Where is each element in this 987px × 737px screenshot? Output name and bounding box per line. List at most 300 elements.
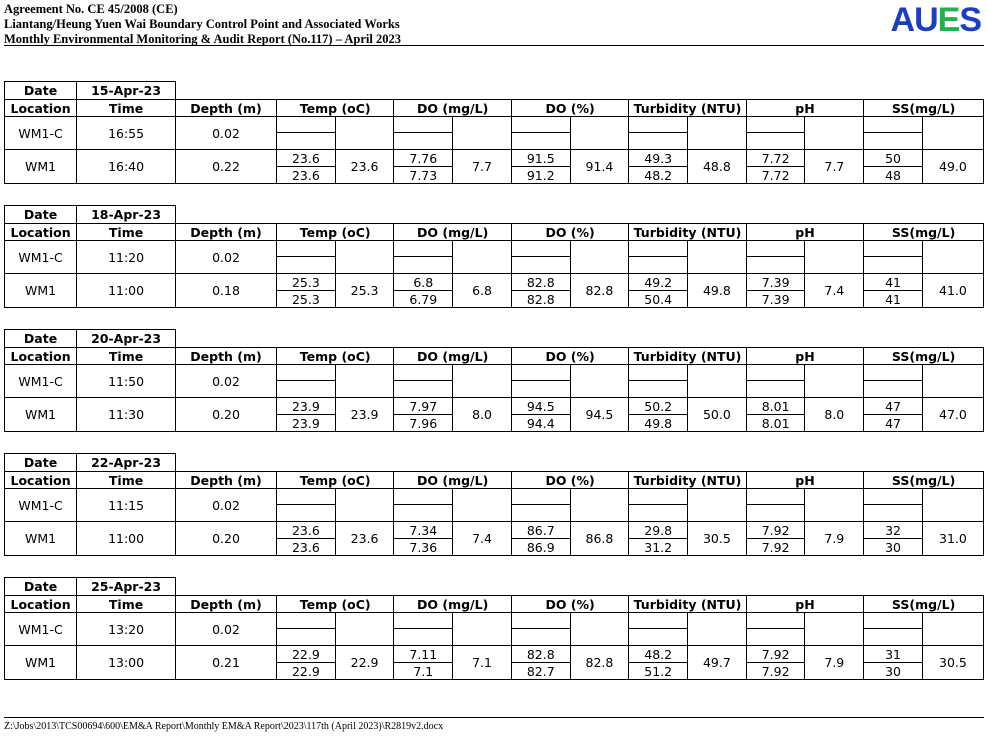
- temp-average: [335, 241, 394, 274]
- col-depth: Depth (m): [176, 348, 277, 365]
- date-row-spacer: [176, 82, 984, 100]
- do-mgl-readings-reading-2: 7.96: [409, 415, 438, 431]
- do-pct-readings-reading-1: 94.5: [512, 398, 570, 415]
- do-pct-readings: [511, 117, 570, 150]
- logo-part-s: S: [959, 1, 981, 39]
- temp-readings-reading-2: 25.3: [291, 291, 320, 307]
- project-title: Liantang/Heung Yuen Wai Boundary Control Point and Associated Works: [4, 17, 400, 31]
- table-row: [5, 117, 984, 150]
- station-location: WM1: [5, 274, 77, 308]
- do-pct-average: [570, 365, 629, 398]
- temp-average: 23.6: [335, 150, 394, 184]
- do-mgl-readings: [394, 398, 453, 432]
- table-row: [5, 241, 984, 274]
- do-pct-readings: [511, 489, 570, 522]
- temp-readings-reading-2: 23.6: [291, 167, 320, 183]
- station-location: WM1: [5, 522, 77, 556]
- do-mgl-average: [453, 613, 512, 646]
- ss-average: 47.0: [922, 398, 983, 432]
- date-label: Date: [5, 206, 77, 224]
- col-ph: pH: [746, 224, 863, 241]
- col-turbidity: Turbidity (NTU): [629, 472, 746, 489]
- temp-readings-reading-2: 22.9: [291, 663, 320, 679]
- ss-readings-reading-1: 47: [864, 398, 922, 415]
- do-mgl-average: [453, 241, 512, 274]
- monitoring-table: [4, 453, 984, 556]
- temp-readings-reading-1: 22.9: [277, 646, 335, 663]
- ph-readings: [746, 522, 805, 556]
- col-ss: SS(mg/L): [864, 596, 984, 613]
- ph-readings: [746, 365, 805, 398]
- date-row-spacer: [176, 330, 984, 348]
- turbidity-readings-reading-1: 49.3: [629, 150, 687, 167]
- col-ss: SS(mg/L): [864, 472, 984, 489]
- sample-time: 11:30: [77, 398, 176, 432]
- station-location: WM1: [5, 646, 77, 680]
- date-row: [5, 454, 984, 472]
- document-header: [4, 2, 401, 47]
- do-pct-readings: [511, 613, 570, 646]
- do-mgl-readings-reading-1: 7.11: [394, 646, 452, 663]
- do-mgl-average: 6.8: [453, 274, 512, 308]
- turbidity-readings-reading-1: 48.2: [629, 646, 687, 663]
- station-location: WM1-C: [5, 489, 77, 522]
- col-do-pct: DO (%): [511, 596, 628, 613]
- do-pct-readings-reading-2: 91.2: [526, 167, 555, 183]
- ph-readings-reading-1: 7.39: [747, 274, 805, 291]
- ph-average: 7.9: [805, 522, 864, 556]
- ss-readings: [864, 613, 923, 646]
- turbidity-average: [688, 117, 747, 150]
- col-temp: Temp (oC): [277, 348, 394, 365]
- do-mgl-readings-reading-2: 7.36: [409, 539, 438, 555]
- table-row: [5, 274, 984, 308]
- do-mgl-average: [453, 489, 512, 522]
- do-mgl-average: 7.4: [453, 522, 512, 556]
- col-do-mgl: DO (mg/L): [394, 224, 511, 241]
- ss-average: 31.0: [922, 522, 983, 556]
- do-mgl-readings-reading-2: 6.79: [409, 291, 438, 307]
- temp-average: [335, 117, 394, 150]
- ph-readings: [746, 613, 805, 646]
- ss-readings: [864, 489, 923, 522]
- turbidity-readings-reading-2: 51.2: [644, 663, 673, 679]
- ss-readings: [864, 150, 923, 184]
- sample-time: 16:55: [77, 117, 176, 150]
- ss-readings-reading-2: 48: [885, 167, 901, 183]
- monitoring-table: [4, 205, 984, 308]
- do-mgl-readings: [394, 274, 453, 308]
- do-mgl-readings: [394, 646, 453, 680]
- col-do-pct: DO (%): [511, 472, 628, 489]
- turbidity-readings-reading-2: 31.2: [644, 539, 673, 555]
- date-value: 22-Apr-23: [77, 454, 176, 472]
- date-value: 18-Apr-23: [77, 206, 176, 224]
- col-time: Time: [77, 596, 176, 613]
- turbidity-readings: [629, 241, 688, 274]
- col-temp: Temp (oC): [277, 596, 394, 613]
- footer-rule: [4, 717, 984, 718]
- table-row: [5, 646, 984, 680]
- station-location: WM1: [5, 398, 77, 432]
- turbidity-readings-reading-2: 50.4: [644, 291, 673, 307]
- turbidity-readings: [629, 150, 688, 184]
- turbidity-average: 49.7: [688, 646, 747, 680]
- do-pct-readings-reading-2: 86.9: [526, 539, 555, 555]
- sample-depth: 0.02: [176, 613, 277, 646]
- turbidity-average: 49.8: [688, 274, 747, 308]
- logo-part-au: AU: [890, 1, 938, 39]
- ph-readings-reading-1: 8.01: [747, 398, 805, 415]
- col-ph: pH: [746, 100, 863, 117]
- turbidity-readings: [629, 646, 688, 680]
- date-row: [5, 330, 984, 348]
- ph-readings-reading-2: 7.72: [761, 167, 790, 183]
- ss-readings-reading-2: 41: [885, 291, 901, 307]
- do-pct-readings: [511, 150, 570, 184]
- do-pct-readings-reading-2: 82.8: [526, 291, 555, 307]
- ph-readings-reading-2: 7.92: [761, 539, 790, 555]
- sample-time: 11:15: [77, 489, 176, 522]
- sample-depth: 0.20: [176, 398, 277, 432]
- temp-readings-reading-1: 25.3: [277, 274, 335, 291]
- temp-average: [335, 365, 394, 398]
- monitoring-table: [4, 81, 984, 184]
- ph-readings-reading-2: 7.39: [761, 291, 790, 307]
- col-depth: Depth (m): [176, 224, 277, 241]
- do-mgl-readings-reading-1: 7.34: [394, 522, 452, 539]
- column-header-row: [5, 596, 984, 613]
- turbidity-readings: [629, 398, 688, 432]
- do-pct-average: [570, 489, 629, 522]
- do-pct-readings-reading-2: 82.7: [526, 663, 555, 679]
- ph-readings: [746, 398, 805, 432]
- aues-logo: [891, 1, 981, 39]
- col-depth: Depth (m): [176, 596, 277, 613]
- do-mgl-readings: [394, 489, 453, 522]
- col-ss: SS(mg/L): [864, 224, 984, 241]
- ss-average: [922, 241, 983, 274]
- do-pct-average: 86.8: [570, 522, 629, 556]
- ss-readings-reading-2: 47: [885, 415, 901, 431]
- ph-average: [805, 117, 864, 150]
- date-row: [5, 206, 984, 224]
- do-mgl-average: 7.1: [453, 646, 512, 680]
- table-row: [5, 398, 984, 432]
- temp-average: 23.6: [335, 522, 394, 556]
- do-pct-readings-reading-2: 94.4: [526, 415, 555, 431]
- ss-average: [922, 365, 983, 398]
- sample-depth: 0.21: [176, 646, 277, 680]
- sample-time: 13:00: [77, 646, 176, 680]
- ss-readings: [864, 274, 923, 308]
- date-row: [5, 578, 984, 596]
- ph-average: [805, 613, 864, 646]
- turbidity-readings-reading-1: 29.8: [629, 522, 687, 539]
- turbidity-readings: [629, 489, 688, 522]
- temp-readings-reading-1: 23.6: [277, 522, 335, 539]
- ss-average: 41.0: [922, 274, 983, 308]
- do-mgl-readings: [394, 613, 453, 646]
- col-temp: Temp (oC): [277, 224, 394, 241]
- sample-depth: 0.22: [176, 150, 277, 184]
- date-label: Date: [5, 578, 77, 596]
- ph-average: [805, 365, 864, 398]
- col-do-mgl: DO (mg/L): [394, 348, 511, 365]
- date-label: Date: [5, 330, 77, 348]
- do-mgl-readings-reading-1: 7.76: [394, 150, 452, 167]
- col-time: Time: [77, 100, 176, 117]
- ss-readings: [864, 117, 923, 150]
- table-row: [5, 489, 984, 522]
- do-pct-average: 94.5: [570, 398, 629, 432]
- ph-readings-reading-1: 7.92: [747, 646, 805, 663]
- col-ss: SS(mg/L): [864, 348, 984, 365]
- turbidity-readings-reading-2: 49.8: [644, 415, 673, 431]
- col-time: Time: [77, 472, 176, 489]
- station-location: WM1-C: [5, 241, 77, 274]
- turbidity-readings: [629, 117, 688, 150]
- col-location: Location: [5, 472, 77, 489]
- col-turbidity: Turbidity (NTU): [629, 100, 746, 117]
- do-mgl-readings: [394, 365, 453, 398]
- turbidity-average: [688, 365, 747, 398]
- column-header-row: [5, 224, 984, 241]
- column-header-row: [5, 100, 984, 117]
- do-mgl-average: 8.0: [453, 398, 512, 432]
- do-pct-average: 82.8: [570, 646, 629, 680]
- temp-average: 22.9: [335, 646, 394, 680]
- date-value: 20-Apr-23: [77, 330, 176, 348]
- turbidity-readings: [629, 522, 688, 556]
- station-location: WM1-C: [5, 117, 77, 150]
- ph-average: 7.4: [805, 274, 864, 308]
- ss-readings: [864, 646, 923, 680]
- col-do-pct: DO (%): [511, 100, 628, 117]
- ss-readings: [864, 398, 923, 432]
- turbidity-readings: [629, 613, 688, 646]
- col-location: Location: [5, 224, 77, 241]
- turbidity-readings-reading-2: 48.2: [644, 167, 673, 183]
- ph-average: [805, 241, 864, 274]
- ss-readings: [864, 365, 923, 398]
- do-pct-readings: [511, 646, 570, 680]
- temp-average: [335, 613, 394, 646]
- sample-time: 16:40: [77, 150, 176, 184]
- do-pct-readings-reading-1: 86.7: [512, 522, 570, 539]
- date-row-spacer: [176, 206, 984, 224]
- temp-readings: [277, 646, 336, 680]
- ss-readings: [864, 522, 923, 556]
- sample-depth: 0.02: [176, 489, 277, 522]
- do-mgl-readings: [394, 117, 453, 150]
- turbidity-readings: [629, 365, 688, 398]
- do-mgl-readings: [394, 150, 453, 184]
- do-mgl-readings-reading-2: 7.1: [413, 663, 434, 679]
- temp-readings: [277, 117, 336, 150]
- turbidity-average: 30.5: [688, 522, 747, 556]
- temp-readings: [277, 274, 336, 308]
- monitoring-tables: [4, 81, 984, 701]
- monitoring-table: [4, 329, 984, 432]
- turbidity-readings-reading-1: 49.2: [629, 274, 687, 291]
- col-do-pct: DO (%): [511, 224, 628, 241]
- col-temp: Temp (oC): [277, 100, 394, 117]
- ph-readings-reading-2: 8.01: [761, 415, 790, 431]
- turbidity-average: [688, 613, 747, 646]
- logo-part-e: E: [937, 1, 960, 39]
- ph-average: 7.9: [805, 646, 864, 680]
- do-mgl-average: [453, 117, 512, 150]
- col-do-mgl: DO (mg/L): [394, 472, 511, 489]
- temp-readings: [277, 522, 336, 556]
- ph-readings-reading-1: 7.72: [747, 150, 805, 167]
- sample-time: 13:20: [77, 613, 176, 646]
- do-pct-readings: [511, 274, 570, 308]
- col-turbidity: Turbidity (NTU): [629, 224, 746, 241]
- do-pct-average: 91.4: [570, 150, 629, 184]
- col-location: Location: [5, 348, 77, 365]
- station-location: WM1-C: [5, 365, 77, 398]
- sample-depth: 0.02: [176, 241, 277, 274]
- do-pct-readings-reading-1: 82.8: [512, 646, 570, 663]
- temp-readings: [277, 150, 336, 184]
- do-mgl-readings-reading-2: 7.73: [409, 167, 438, 183]
- sample-depth: 0.20: [176, 522, 277, 556]
- date-label: Date: [5, 454, 77, 472]
- col-temp: Temp (oC): [277, 472, 394, 489]
- ph-readings: [746, 241, 805, 274]
- ph-readings: [746, 489, 805, 522]
- date-value: 25-Apr-23: [77, 578, 176, 596]
- col-location: Location: [5, 596, 77, 613]
- do-pct-readings-reading-1: 91.5: [512, 150, 570, 167]
- temp-readings-reading-2: 23.6: [291, 539, 320, 555]
- ph-average: [805, 489, 864, 522]
- do-mgl-readings: [394, 241, 453, 274]
- do-mgl-readings-reading-1: 6.8: [394, 274, 452, 291]
- sample-time: 11:20: [77, 241, 176, 274]
- ss-average: [922, 489, 983, 522]
- do-mgl-readings-reading-1: 7.97: [394, 398, 452, 415]
- col-depth: Depth (m): [176, 472, 277, 489]
- col-do-pct: DO (%): [511, 348, 628, 365]
- ss-readings-reading-1: 41: [864, 274, 922, 291]
- ss-readings-reading-1: 50: [864, 150, 922, 167]
- temp-readings: [277, 613, 336, 646]
- ss-average: [922, 117, 983, 150]
- table-row: [5, 150, 984, 184]
- col-do-mgl: DO (mg/L): [394, 100, 511, 117]
- table-row: [5, 522, 984, 556]
- col-ph: pH: [746, 596, 863, 613]
- header-rule: [4, 45, 984, 46]
- ph-readings: [746, 646, 805, 680]
- sample-depth: 0.18: [176, 274, 277, 308]
- sample-time: 11:50: [77, 365, 176, 398]
- column-header-row: [5, 472, 984, 489]
- do-pct-readings: [511, 522, 570, 556]
- sample-depth: 0.02: [176, 365, 277, 398]
- ss-average: 49.0: [922, 150, 983, 184]
- temp-average: 23.9: [335, 398, 394, 432]
- turbidity-average: 48.8: [688, 150, 747, 184]
- table-row: [5, 365, 984, 398]
- temp-readings-reading-1: 23.9: [277, 398, 335, 415]
- ss-readings-reading-1: 31: [864, 646, 922, 663]
- do-pct-readings: [511, 241, 570, 274]
- temp-average: 25.3: [335, 274, 394, 308]
- file-path-footer: Z:\Jobs\2013\TCS00694\600\EM&A Report\Monthly EM&A Report\2023\117th (April 2023)\R2819v2.docx: [4, 721, 444, 732]
- column-header-row: [5, 348, 984, 365]
- do-pct-average: [570, 613, 629, 646]
- do-pct-average: 82.8: [570, 274, 629, 308]
- date-row-spacer: [176, 454, 984, 472]
- do-mgl-readings: [394, 522, 453, 556]
- do-mgl-average: [453, 365, 512, 398]
- table-row: [5, 613, 984, 646]
- temp-readings: [277, 489, 336, 522]
- col-turbidity: Turbidity (NTU): [629, 348, 746, 365]
- col-location: Location: [5, 100, 77, 117]
- monitoring-table: [4, 577, 984, 680]
- ph-average: 8.0: [805, 398, 864, 432]
- ph-average: 7.7: [805, 150, 864, 184]
- do-pct-readings: [511, 365, 570, 398]
- ph-readings-reading-1: 7.92: [747, 522, 805, 539]
- temp-readings-reading-1: 23.6: [277, 150, 335, 167]
- do-pct-readings: [511, 398, 570, 432]
- agreement-number: Agreement No. CE 45/2008 (CE): [4, 2, 178, 16]
- ph-readings: [746, 150, 805, 184]
- temp-readings-reading-2: 23.9: [291, 415, 320, 431]
- col-ph: pH: [746, 348, 863, 365]
- do-pct-average: [570, 117, 629, 150]
- do-pct-readings-reading-1: 82.8: [512, 274, 570, 291]
- col-time: Time: [77, 224, 176, 241]
- ss-readings-reading-2: 30: [885, 539, 901, 555]
- turbidity-average: [688, 489, 747, 522]
- ss-readings-reading-1: 32: [864, 522, 922, 539]
- sample-time: 11:00: [77, 522, 176, 556]
- temp-readings: [277, 241, 336, 274]
- turbidity-readings: [629, 274, 688, 308]
- station-location: WM1-C: [5, 613, 77, 646]
- temp-average: [335, 489, 394, 522]
- temp-readings: [277, 365, 336, 398]
- ph-readings-reading-2: 7.92: [761, 663, 790, 679]
- col-ph: pH: [746, 472, 863, 489]
- temp-readings: [277, 398, 336, 432]
- do-mgl-average: 7.7: [453, 150, 512, 184]
- date-row-spacer: [176, 578, 984, 596]
- date-value: 15-Apr-23: [77, 82, 176, 100]
- ss-readings-reading-2: 30: [885, 663, 901, 679]
- station-location: WM1: [5, 150, 77, 184]
- report-title: Monthly Environmental Monitoring & Audit Report (No.117) – April 2023: [4, 32, 402, 46]
- col-ss: SS(mg/L): [864, 100, 984, 117]
- date-label: Date: [5, 82, 77, 100]
- date-row: [5, 82, 984, 100]
- sample-depth: 0.02: [176, 117, 277, 150]
- col-depth: Depth (m): [176, 100, 277, 117]
- col-turbidity: Turbidity (NTU): [629, 596, 746, 613]
- turbidity-average: 50.0: [688, 398, 747, 432]
- turbidity-average: [688, 241, 747, 274]
- ph-readings: [746, 274, 805, 308]
- ss-readings: [864, 241, 923, 274]
- do-pct-average: [570, 241, 629, 274]
